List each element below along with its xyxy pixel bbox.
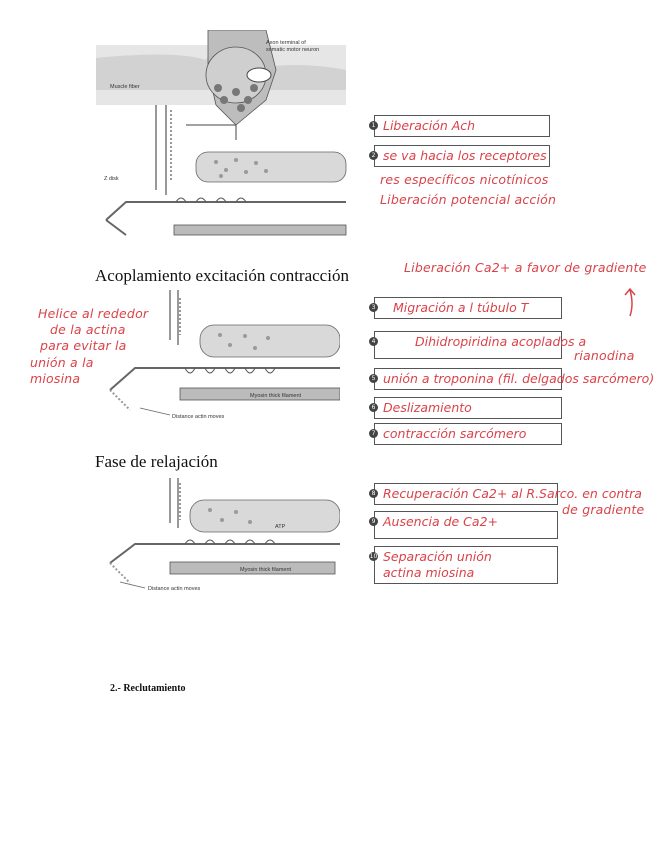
step-box-6 (371, 397, 562, 419)
step-box-1 (371, 115, 550, 137)
label-myosin-3: Myosin thick filament (240, 567, 292, 573)
side-note-line-4: unión a la (30, 355, 94, 370)
step-number: 3 (369, 303, 378, 312)
step-number: 8 (369, 489, 378, 498)
step-number: 6 (369, 403, 378, 412)
step-number: 4 (369, 337, 378, 346)
step-text: Dihidropiridina acoplados a (415, 334, 587, 349)
step-box-9 (371, 511, 558, 539)
step-text: contracción sarcómero (383, 426, 527, 441)
heading-reclutamiento: 2.- Reclutamiento (110, 683, 186, 694)
figure-relaxation (100, 478, 340, 596)
note-receptores: res específicos nicotínicos (380, 172, 549, 187)
label-distance-2: Distance actin moves (172, 414, 225, 420)
side-note-line-1: Helice al rededor (38, 306, 149, 321)
step-box-2 (371, 145, 550, 167)
step-box-4 (371, 331, 587, 359)
step-number: 7 (369, 429, 378, 438)
step-box-3 (371, 297, 562, 319)
side-note-line-5: miosina (30, 371, 81, 386)
label-atp: ATP (275, 524, 286, 530)
step-text: unión a troponina (fil. delgados sarcómero) (383, 371, 655, 386)
heading-relajacion: Fase de relajación (95, 452, 218, 471)
label-z-disk: Z disk (104, 176, 119, 182)
step-number: 5 (369, 374, 378, 383)
step-text: se va hacia los receptores (383, 148, 547, 163)
figure-excitation-contraction (100, 290, 340, 425)
side-note-line-3: para evitar la (40, 338, 127, 353)
step-box-8 (371, 483, 642, 505)
label-axon-terminal-2: somatic motor neuron (266, 47, 320, 53)
step-text: Liberación Ach (383, 118, 476, 133)
note-potencial: Liberación potencial acción (380, 192, 557, 207)
step-box-10 (369, 546, 558, 584)
step-text: Recuperación Ca2+ al R.Sarco. en contra (383, 486, 642, 501)
step-text: Ausencia de Ca2+ (383, 514, 498, 529)
label-myosin-2: Myosin thick filament (250, 393, 302, 399)
step-number: 2 (369, 151, 378, 160)
figure-neuromuscular-junction (96, 30, 356, 245)
step-text: Migración a l túbulo T (393, 300, 529, 315)
side-note-line-2: de la actina (50, 322, 126, 337)
note-de-gradiente: de gradiente (562, 502, 645, 517)
label-axon-terminal: Axon terminal of (266, 40, 306, 46)
step-number: 1 (369, 121, 378, 130)
step-box-5 (371, 368, 655, 390)
label-muscle-fiber: Muscle fiber (110, 84, 140, 90)
step-text: Separación unión (383, 549, 492, 564)
step-number: 9 (369, 517, 378, 526)
heading-acoplamiento: Acoplamiento excitación contracción (95, 266, 349, 285)
note-rianodina: rianodina (574, 348, 635, 363)
label-distance-3: Distance actin moves (148, 586, 201, 592)
step-text: Deslizamiento (383, 400, 472, 415)
step-box-7 (371, 423, 562, 445)
step-text-line-2: actina miosina (383, 565, 475, 580)
step-number: 10 (369, 553, 378, 560)
arrow-up-icon (622, 286, 638, 318)
note-liberacion-calcio: Liberación Ca2+ a favor de gradiente (404, 260, 647, 275)
